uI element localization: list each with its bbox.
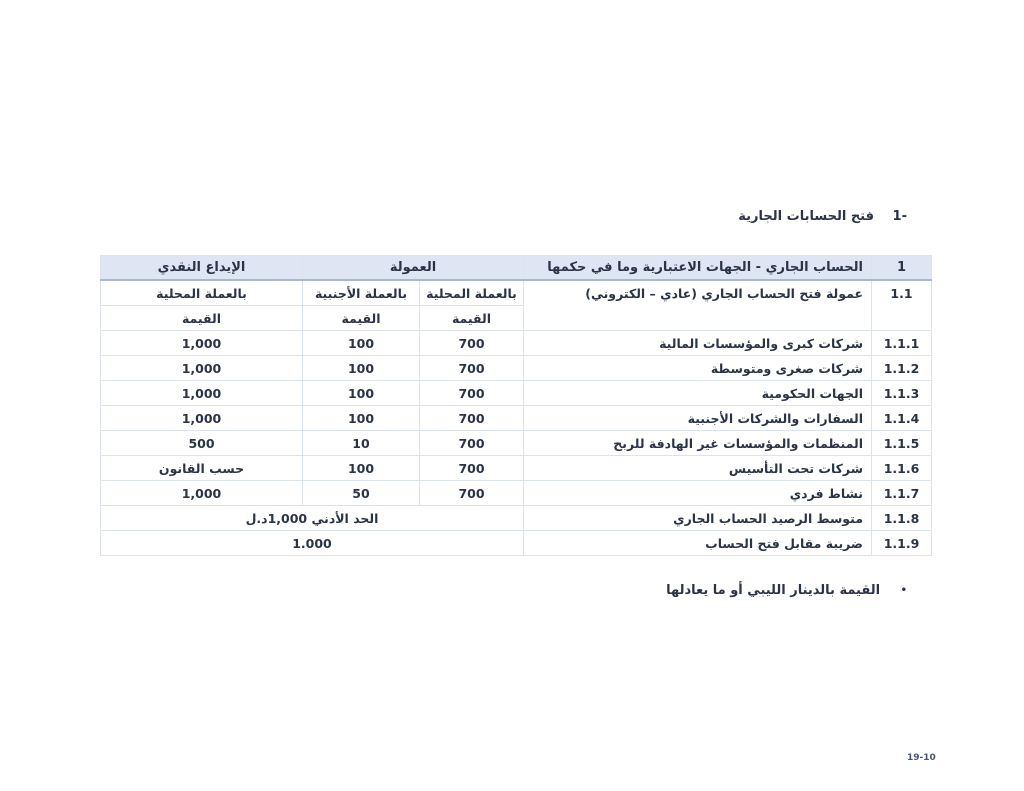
row-foreign: 100 [303, 356, 420, 381]
row-local: 700 [420, 356, 524, 381]
row-local: 700 [420, 406, 524, 431]
header-deposit: الإيداع النقدي [101, 256, 303, 281]
page-number: 19-10 [907, 753, 936, 763]
row-foreign: 100 [303, 331, 420, 356]
header-description: الحساب الجاري - الجهات الاعتبارية وما في حكمها [524, 256, 872, 281]
subheader-local-currency: بالعملة المحلية [420, 280, 524, 306]
table-row-merged [101, 531, 932, 556]
row-description: شركات كبرى والمؤسسات المالية [524, 331, 872, 356]
row-deposit: 1,000 [101, 481, 303, 506]
row-num: 1.1.7 [872, 481, 932, 506]
table-row [101, 456, 932, 481]
row-num: 1.1.9 [872, 531, 932, 556]
table-row [101, 431, 932, 456]
row-description: شركات تحت التأسيس [524, 456, 872, 481]
table-row [101, 331, 932, 356]
table-row [101, 406, 932, 431]
row-merged-value: 1.000 [101, 531, 524, 556]
row-description: متوسط الرصيد الحساب الجاري [524, 506, 872, 531]
row-num: 1.1.3 [872, 381, 932, 406]
row-description: الجهات الحكومية [524, 381, 872, 406]
subheader-foreign-currency: بالعملة الأجنبية [303, 280, 420, 306]
row-local: 700 [420, 431, 524, 456]
row-num: 1.1.6 [872, 456, 932, 481]
row-local: 700 [420, 331, 524, 356]
row-description: ضريبة مقابل فتح الحساب [524, 531, 872, 556]
row-foreign: 100 [303, 456, 420, 481]
section-number: -1 [892, 209, 907, 224]
row-foreign: 50 [303, 481, 420, 506]
table-row [101, 381, 932, 406]
row-deposit: 1,000 [101, 356, 303, 381]
value-label-local: القيمة [420, 306, 524, 331]
row-description: شركات صغرى ومتوسطة [524, 356, 872, 381]
row-local: 700 [420, 481, 524, 506]
row-description: السفارات والشركات الأجنبية [524, 406, 872, 431]
row-num: 1.1.8 [872, 506, 932, 531]
subheader-num: 1.1 [872, 280, 932, 331]
row-foreign: 10 [303, 431, 420, 456]
fees-table [100, 255, 932, 556]
table-header-row [101, 256, 932, 281]
header-commission: العمولة [303, 256, 524, 281]
value-label-deposit: القيمة [101, 306, 303, 331]
row-description: المنظمات والمؤسسات غير الهادفة للربح [524, 431, 872, 456]
table-row-merged [101, 506, 932, 531]
currency-note-text: القيمة بالدينار الليبي أو ما يعادلها [666, 583, 881, 598]
section-title-text: فتح الحسابات الجارية [738, 209, 875, 224]
row-deposit: 500 [101, 431, 303, 456]
currency-note [666, 583, 907, 598]
subheader-deposit-local-currency: بالعملة المحلية [101, 280, 303, 306]
row-num: 1.1.4 [872, 406, 932, 431]
value-label-foreign: القيمة [303, 306, 420, 331]
row-deposit: 1,000 [101, 331, 303, 356]
row-description: نشاط فردي [524, 481, 872, 506]
row-num: 1.1.5 [872, 431, 932, 456]
row-foreign: 100 [303, 406, 420, 431]
row-foreign: 100 [303, 381, 420, 406]
table-row [101, 356, 932, 381]
row-deposit: 1,000 [101, 406, 303, 431]
row-deposit: حسب القانون [101, 456, 303, 481]
row-num: 1.1.1 [872, 331, 932, 356]
row-num: 1.1.2 [872, 356, 932, 381]
header-num: 1 [872, 256, 932, 281]
subheader-description: عمولة فتح الحساب الجاري (عادي – الكتروني) [524, 280, 872, 331]
row-local: 700 [420, 381, 524, 406]
section-title [738, 209, 907, 224]
row-local: 700 [420, 456, 524, 481]
table-row [101, 481, 932, 506]
row-deposit: 1,000 [101, 381, 303, 406]
bullet-icon: • [900, 585, 907, 596]
row-merged-value: الحد الأدني 1,000د.ل [101, 506, 524, 531]
subheader-row [101, 280, 932, 306]
